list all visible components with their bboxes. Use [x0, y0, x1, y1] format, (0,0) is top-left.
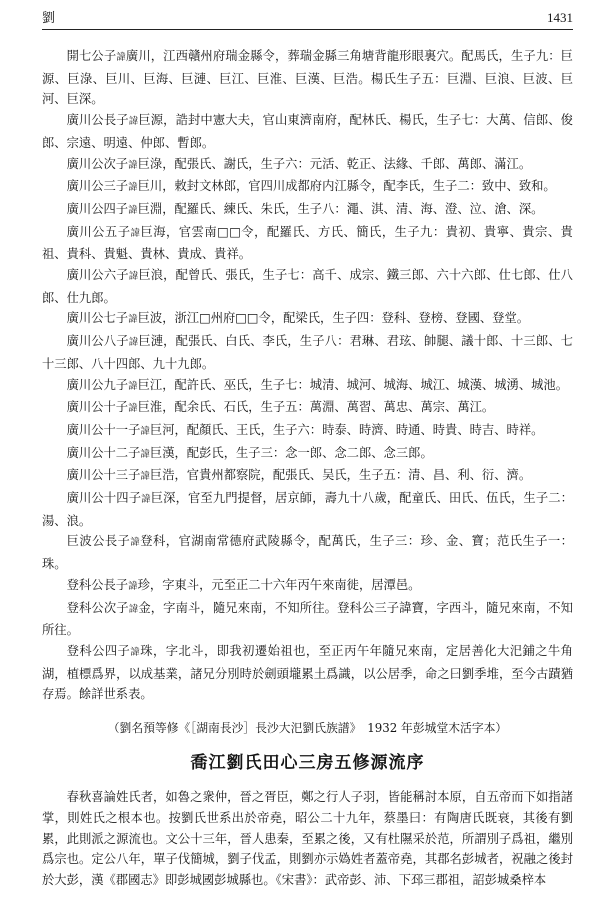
- running-title: 劉: [42, 11, 56, 26]
- entry-paragraph: 廣川公五子諱巨海，官雲南□□令，配羅氏、方氏、簡氏，生子九：貴初、貴寧、貴宗、貴祖、貴科、貴魁、貴林、貴成、貴祥。: [42, 224, 573, 262]
- entry-paragraph: 開七公子諱廣川，江西贛州府瑞金縣令，葬瑞金縣三角塘背龍形眼裏穴。配馬氏，生子九：巨源、巨淥、巨川、巨海、巨漣、巨江、巨淮、巨漢、巨浩。楊氏生子五：巨淵、巨浪、巨波、巨河、巨深。: [42, 49, 573, 107]
- entry-paragraph: 廣川公次子諱巨淥，配張氏、謝氏，生子六：元活、乾正、法緣、千郎、萬郎、滿江。: [66, 156, 532, 171]
- page-header: [42, 0, 573, 30]
- entry-paragraph: 廣川公三子諱巨川，敕封文林郎，官四川成都府内江縣令，配李氏，生子二：致中、致和。: [66, 179, 556, 194]
- section-title: 喬江劉氏田心三房五修源流序: [190, 753, 425, 774]
- preface-body: [42, 787, 573, 891]
- entry-paragraph: 廣川公七子諱巨波，浙江□州府□□令，配梁氏，生子四：登科、登榜、登國、登堂。: [66, 311, 530, 326]
- page-number: 1431: [547, 10, 573, 25]
- entry-paragraph: 廣川公十四子諱巨深，官至九門提督，居京師，壽九十八歲，配童氏、田氏、伍氏，生子二：湯、浪。: [42, 491, 573, 528]
- entry-paragraph: 廣川公長子諱巨源，誥封中憲大夫，官山東濟南府，配林氏、楊氏，生子七：大萬、信郎、俊郎、宗遠、明遠、仲郎、暫郎。: [42, 113, 573, 150]
- entry-paragraph: 登科公長子諱珍，字東斗，元至正二十六年丙午來南徙，居潭邑。: [66, 577, 421, 592]
- entry-paragraph: 廣川公十一子諱巨河，配顏氏、王氏，生子六：時泰、時濟、時通、時貴、時吉、時祥。: [66, 422, 544, 437]
- preface-paragraph: 春秋喜論姓氏者，如魯之衆仲，晉之胥臣，鄭之行人子羽，皆能稱討本原，自五帝而下如指諸掌，則姓氏之根本也。按劉氏世系出於帝堯，昭公二十九年，蔡墨曰：有陶唐氏既衰，其後有劉累，此則派之源流也。文公十三年，晉人患秦，至累之後，又有杜隰采於范，所謂別子爲祖，繼別爲宗也。定公八年，單子伐簡城，劉子伐孟，則劉亦示媯姓者蓋帝堯，其郡名彭城者，祝融之後封於大彭，漢《郡國志》即彭城國彭城縣也。《宋書》：武帝彭、沛、下邳三郡祖，詔彭城桑梓本: [42, 790, 573, 887]
- genealogy-entries: [42, 46, 573, 705]
- entry-paragraph: 廣川公九子諱巨江，配許氏、巫氏，生子七：城清、城河、城海、城江、城漢、城湧、城池。: [66, 377, 569, 392]
- entry-paragraph: 廣川公十三子諱巨浩，官貴州都察院，配張氏、吴氏，生子五：清、昌、利、衍、濟。: [66, 468, 532, 483]
- entry-paragraph: 廣川公六子諱巨浪，配曾氏、張氏，生子七：高千、成宗、鐵三郎、六十六郎、仕七郎、仕八郎、仕九郎。: [42, 268, 573, 305]
- entry-paragraph: 廣川公四子諱巨淵，配羅氏、練氏、朱氏，生子八：澠、淇、清、海、澄、泣、滄、深。: [66, 201, 544, 216]
- source-citation: （劉名預等修《［湖南長沙］長沙大汜劉氏族譜》 1932 年彭城堂木活字本）: [107, 721, 508, 736]
- entry-paragraph: 登科公四子諱珠，字北斗，即我初遷始祖也，至正丙午年隨兄來南，定居善化大汜鋪之牛角湖，植標爲界，以成基業，諸兄分別時於劍頭壠累土爲識，以公居季，命之曰劉季堆，至今古蹟猶存焉。餘詳世系表。: [42, 643, 573, 702]
- entry-paragraph: 廣川公十子諱巨淮，配余氏、石氏，生子五：萬淵、萬習、萬忠、萬宗、萬江。: [66, 400, 495, 415]
- entry-paragraph: 巨波公長子諱登科，官湖南常德府武陵縣令，配萬氏，生子三：珍、金、寶；范氏生子一：珠。: [42, 534, 573, 572]
- entry-paragraph: 登科公次子諱金，字南斗，隨兄來南，不知所往。登科公三子諱寶，字西斗，隨兄來南，不知所往。: [42, 600, 573, 638]
- entry-paragraph: 廣川公八子諱巨漣，配張氏、白氏、李氏，生子八：君琳、君玹、帥腿、議十郎、十三郎、七十三郎、八十四郎、九十九郎。: [42, 334, 573, 371]
- entry-paragraph: 廣川公十二子諱巨漢，配彭氏，生子三：念一郎、念二郎、念三郎。: [66, 445, 433, 460]
